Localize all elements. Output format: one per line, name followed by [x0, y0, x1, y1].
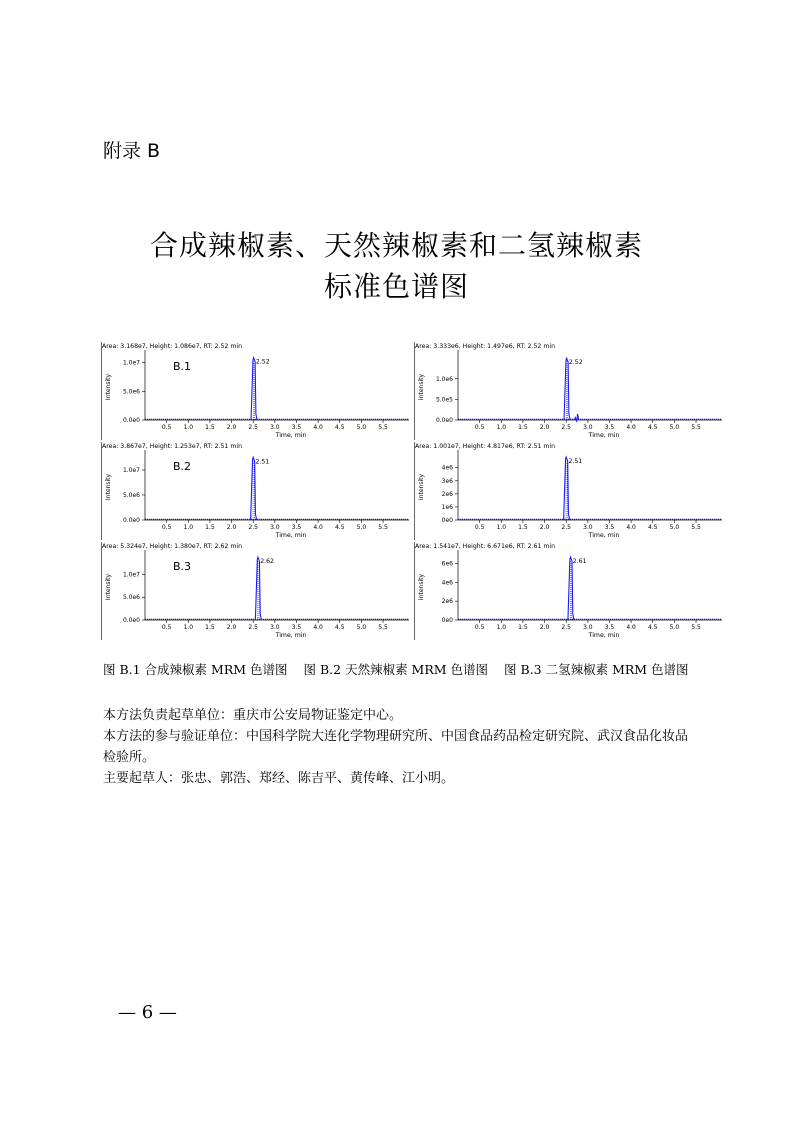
x-tick-label: 2.0 — [226, 624, 237, 631]
x-tick-label: 5.5 — [691, 624, 701, 631]
caption-b3: 图 B.3 二氢辣椒素 MRM 色谱图 — [504, 662, 689, 677]
peak-rt-label: 2.61 — [572, 558, 587, 566]
chromatogram-panel — [415, 442, 723, 540]
x-tick-label: 5.0 — [356, 524, 367, 531]
y-tick-label: 5.0e6 — [122, 388, 140, 396]
x-tick-label: 2.5 — [248, 624, 258, 631]
x-tick-label: 2.5 — [248, 524, 258, 531]
x-tick-label: 2.5 — [561, 524, 571, 531]
drafting-info — [103, 705, 698, 789]
x-tick-label: 4.0 — [626, 624, 636, 631]
x-tick-label: 1.5 — [518, 624, 528, 631]
peak-rt-label: 2.51 — [568, 458, 583, 466]
x-tick-label: 4.5 — [647, 624, 658, 631]
x-tick-label: 2.5 — [248, 424, 258, 431]
x-tick-label: 5.0 — [669, 524, 680, 531]
x-axis-label: Time, min — [275, 432, 307, 439]
x-tick-label: 3.5 — [291, 524, 302, 531]
x-tick-label: 3.0 — [270, 524, 280, 531]
peak-rt-label: 2.52 — [568, 359, 583, 367]
peak-rt-label: 2.51 — [255, 458, 270, 466]
peak-hatch — [566, 460, 567, 520]
x-tick-label: 2.0 — [539, 424, 550, 431]
x-tick-label: 3.5 — [291, 624, 302, 631]
x-tick-label: 1.0 — [496, 424, 507, 431]
y-tick-label: 1.0e7 — [122, 467, 140, 474]
page-number: — 6 — — [118, 1002, 177, 1023]
x-tick-label: 1.5 — [205, 424, 215, 431]
peak-trace — [564, 358, 570, 420]
page-title-line-2: 标准色谱图 — [323, 270, 469, 303]
x-tick-label: 1.0 — [183, 524, 194, 531]
x-tick-label: 0.5 — [161, 424, 172, 431]
y-tick-label: 0.0e0 — [435, 417, 453, 424]
panel-header: Area: 3.867e7, Height: 1.253e7, RT: 2.51 min — [102, 443, 242, 450]
x-tick-label: 3.5 — [604, 624, 615, 631]
peak-rt-label: 2.62 — [260, 558, 274, 566]
panel-header: Area: 1.541e7, Height: 6.671e6, RT: 2.61 min — [415, 543, 555, 550]
appendix-label: 附录 B — [103, 140, 161, 162]
x-tick-label: 2.5 — [561, 624, 571, 631]
x-tick-label: 1.5 — [518, 524, 528, 531]
peak-hatch — [570, 560, 571, 620]
peak-trace — [255, 557, 261, 620]
x-tick-label: 3.0 — [583, 524, 593, 531]
peak-trace — [564, 457, 570, 520]
x-tick-label: 5.5 — [691, 524, 701, 531]
y-tick-label: 6e6 — [441, 560, 453, 568]
page-title-line-1: 合成辣椒素、天然辣椒素和二氢辣椒素 — [149, 229, 643, 262]
verification-units: 本方法的参与验证单位：中国科学院大连化学物理研究所、中国食品药品检定研究院、武汉食品化妆品检验所。 — [103, 729, 689, 765]
chromatogram-panel — [415, 342, 723, 440]
panel-header: Area: 5.324e7, Height: 1.380e7, RT: 2.62 min — [102, 543, 242, 550]
y-axis-label: Intensity — [418, 373, 425, 401]
panel-label: B.2 — [173, 460, 192, 473]
y-axis-label: Intensity — [418, 473, 425, 501]
peak-trace — [251, 358, 257, 420]
x-tick-label: 4.5 — [334, 524, 345, 531]
x-axis-label: Time, min — [588, 532, 620, 539]
responsible-unit: 本方法负责起草单位：重庆市公安局物证鉴定中心。 — [103, 708, 403, 723]
x-tick-label: 5.5 — [378, 624, 388, 631]
y-tick-label: 2e6 — [441, 490, 453, 498]
x-tick-label: 5.0 — [356, 424, 367, 431]
panel-header: Area: 3.333e6, Height: 1.497e6, RT: 2.52 min — [415, 343, 555, 350]
x-axis-label: Time, min — [588, 632, 620, 639]
caption-b1: 图 B.1 合成辣椒素 MRM 色谱图 — [103, 662, 288, 677]
x-tick-label: 3.0 — [583, 624, 593, 631]
x-tick-label: 0.5 — [474, 624, 485, 631]
peak-hatch — [258, 560, 259, 620]
y-tick-label: 3e6 — [441, 477, 453, 485]
x-tick-label: 2.0 — [539, 524, 550, 531]
y-tick-label: 0.0e0 — [122, 417, 140, 424]
chromatogram-panel — [415, 542, 723, 640]
panel-label: B.1 — [173, 360, 192, 373]
peak-trace — [573, 414, 579, 422]
x-tick-label: 4.5 — [647, 424, 658, 431]
x-tick-label: 2.0 — [226, 424, 237, 431]
y-axis-label: Intensity — [105, 573, 112, 601]
x-tick-label: 2.0 — [226, 524, 237, 531]
x-tick-label: 0.5 — [161, 524, 172, 531]
x-tick-label: 1.0 — [496, 524, 507, 531]
x-tick-label: 2.0 — [539, 624, 550, 631]
x-axis-label: Time, min — [275, 632, 307, 639]
x-tick-label: 5.5 — [378, 424, 388, 431]
y-axis-label: Intensity — [105, 473, 112, 501]
y-tick-label: 0.0e0 — [122, 617, 140, 624]
chromatogram-panel — [102, 342, 410, 440]
x-tick-label: 0.5 — [474, 524, 485, 531]
chromatogram-panel — [102, 542, 410, 640]
x-tick-label: 4.5 — [334, 624, 345, 631]
panel-header: Area: 3.168e7, Height: 1.086e7, RT: 2.52 min — [102, 343, 242, 350]
x-axis-label: Time, min — [275, 532, 307, 539]
chromatogram-grid — [101, 340, 726, 640]
y-tick-label: 1.0e7 — [122, 359, 140, 367]
panel-header: Area: 1.001e7, Height: 4.817e6, RT: 2.51 min — [415, 443, 555, 450]
y-tick-label: 5.0e6 — [122, 594, 140, 602]
y-tick-label: 0e0 — [441, 517, 453, 524]
peak-hatch — [253, 460, 254, 520]
x-tick-label: 1.0 — [496, 624, 507, 631]
x-tick-label: 5.0 — [669, 624, 680, 631]
x-tick-label: 1.0 — [183, 624, 194, 631]
x-axis-label: Time, min — [588, 432, 620, 439]
x-tick-label: 3.0 — [583, 424, 593, 431]
y-tick-label: 2e6 — [441, 598, 453, 606]
x-tick-label: 3.5 — [291, 424, 302, 431]
y-tick-label: 4e6 — [441, 579, 453, 587]
y-axis-label: Intensity — [418, 573, 425, 601]
x-tick-label: 4.0 — [626, 524, 636, 531]
y-tick-label: 5.0e6 — [122, 492, 140, 499]
peak-hatch — [566, 361, 567, 420]
peak-rt-label: 2.52 — [255, 358, 270, 366]
x-tick-label: 1.5 — [518, 424, 528, 431]
y-tick-label: 1.0e6 — [435, 375, 453, 383]
x-tick-label: 3.5 — [604, 424, 615, 431]
x-tick-label: 1.5 — [205, 624, 215, 631]
peak-hatch — [253, 361, 254, 420]
y-tick-label: 5.0e5 — [435, 396, 453, 404]
x-tick-label: 4.0 — [313, 624, 323, 631]
x-tick-label: 0.5 — [474, 424, 485, 431]
x-tick-label: 5.0 — [356, 624, 367, 631]
x-tick-label: 1.5 — [205, 524, 215, 531]
x-tick-label: 5.5 — [691, 424, 701, 431]
x-tick-label: 0.5 — [161, 624, 172, 631]
x-tick-label: 4.5 — [647, 524, 658, 531]
x-tick-label: 3.5 — [604, 524, 615, 531]
x-tick-label: 4.5 — [334, 424, 345, 431]
x-tick-label: 1.0 — [183, 424, 194, 431]
y-tick-label: 1.0e7 — [122, 571, 140, 579]
y-tick-label: 4e6 — [441, 464, 453, 472]
figure-captions — [103, 660, 701, 678]
panel-label: B.3 — [173, 560, 192, 573]
main-drafters: 主要起草人：张忠、郭浩、郑经、陈吉平、黄传峰、江小明。 — [103, 771, 455, 786]
x-tick-label: 4.0 — [313, 424, 323, 431]
y-tick-label: 0e0 — [441, 617, 453, 624]
x-tick-label: 2.5 — [561, 424, 571, 431]
x-tick-label: 3.0 — [270, 424, 280, 431]
chromatogram-panel — [102, 442, 410, 540]
x-tick-label: 4.0 — [626, 424, 636, 431]
x-tick-label: 5.5 — [378, 524, 388, 531]
caption-b2: 图 B.2 天然辣椒素 MRM 色谱图 — [303, 662, 489, 677]
peak-trace — [568, 557, 574, 620]
x-tick-label: 5.0 — [669, 424, 680, 431]
x-tick-label: 3.0 — [270, 624, 280, 631]
y-axis-label: Intensity — [105, 373, 112, 401]
y-tick-label: 1e6 — [441, 503, 453, 511]
x-tick-label: 4.0 — [313, 524, 323, 531]
peak-trace — [251, 457, 257, 520]
y-tick-label: 0.0e0 — [122, 517, 140, 524]
